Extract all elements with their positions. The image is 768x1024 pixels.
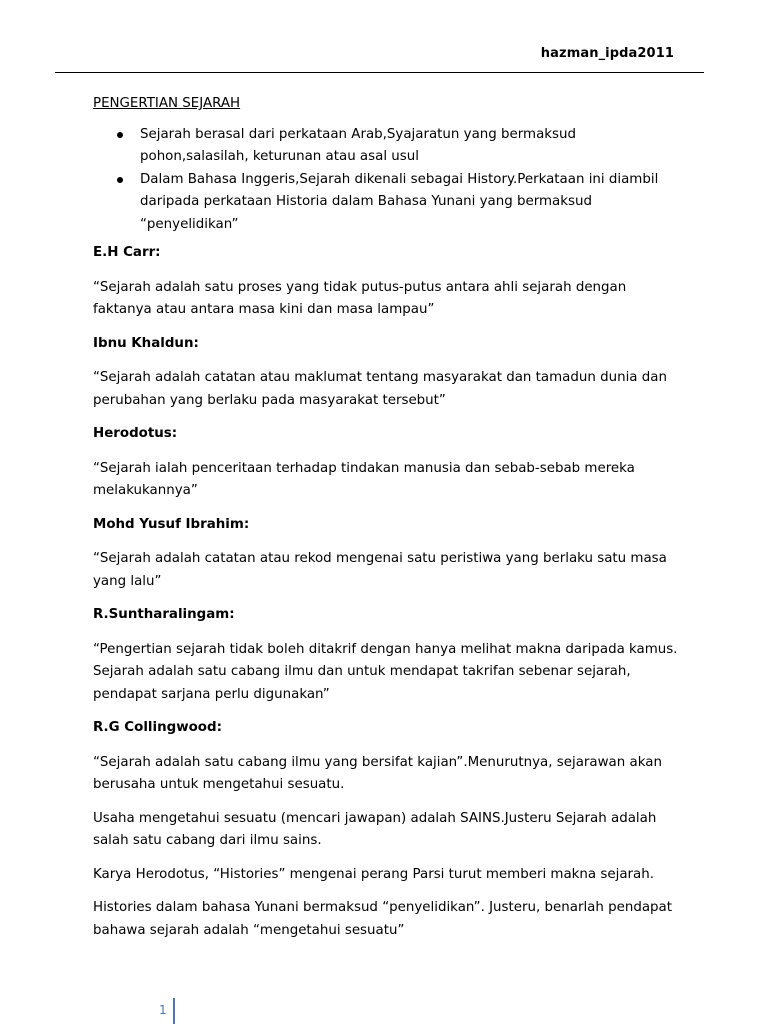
document-title: PENGERTIAN SEJARAH <box>93 96 241 111</box>
body-paragraph: Karya Herodotus, “Histories” mengenai perang Parsi turut memberi makna sejarah. <box>93 866 654 882</box>
bullet-item <box>93 169 683 237</box>
author-quote: “Sejarah adalah catatan atau maklumat tentang masyarakat dan tamadun dunia dan perubahan yang berlaku pada masyarakat tersebut” <box>93 370 667 408</box>
bullet-icon <box>117 132 123 138</box>
definition-section <box>93 333 683 413</box>
body-paragraph: Usaha mengetahui sesuatu (mencari jawapan) adalah SAINS.Justeru Sejarah adalah salah satu cabang dari ilmu sains. <box>93 810 657 848</box>
author-heading: R.Suntharalingam: <box>93 607 235 622</box>
definition-section <box>93 423 683 503</box>
author-heading: R.G Collingwood: <box>93 720 222 735</box>
author-quote: “Sejarah ialah penceritaan terhadap tindakan manusia dan sebab-sebab mereka melakukannya” <box>93 460 635 498</box>
bullet-item <box>93 124 683 169</box>
bullet-text: Dalam Bahasa Inggeris,Sejarah dikenali sebagai History.Perkataan ini diambil daripada perkataan Historia dalam Bahasa Yunani yang bermaksud “penyelidikan” <box>140 171 659 232</box>
header-divider <box>55 72 704 73</box>
definition-section <box>93 514 683 594</box>
document-body <box>93 93 683 953</box>
body-paragraph: Histories dalam bahasa Yunani bermaksud “penyelidikan”. Justeru, benarlah pendapat bahawa sejarah adalah “mengetahui sesuatu” <box>93 900 673 938</box>
definition-section <box>93 604 683 706</box>
page-number-bar <box>173 998 175 1024</box>
author-heading: Herodotus: <box>93 426 178 441</box>
author-quote: “Sejarah adalah satu proses yang tidak putus-putus antara ahli sejarah dengan faktanya atau antara masa kini dan masa lampau” <box>93 279 627 317</box>
author-quote: “Sejarah adalah catatan atau rekod mengenai satu peristiwa yang berlaku satu masa yang lalu” <box>93 551 667 589</box>
author-heading: Ibnu Khaldun: <box>93 335 199 351</box>
page-number: 1 <box>159 1003 167 1017</box>
definition-section <box>93 717 683 797</box>
bullet-list <box>93 124 683 237</box>
bullet-icon <box>117 177 123 183</box>
author-quote: “Pengertian sejarah tidak boleh ditakrif dengan hanya melihat makna daripada kamus. Sejarah adalah satu cabang ilmu dan untuk mendapat takrifan sebenar sejarah, pendapat sarjana perlu digunakan” <box>93 641 678 702</box>
header-text: hazman_ipda2011 <box>540 46 674 61</box>
author-heading: E.H Carr: <box>93 245 161 260</box>
definition-section <box>93 242 683 322</box>
author-heading: Mohd Yusuf Ibrahim: <box>93 516 250 532</box>
bullet-text: Sejarah berasal dari perkataan Arab,Syajaratun yang bermaksud pohon,salasilah, keturunan atau asal usul <box>140 126 577 164</box>
author-quote: “Sejarah adalah satu cabang ilmu yang bersifat kajian”.Menurutnya, sejarawan akan berusaha untuk mengetahui sesuatu. <box>93 754 662 792</box>
